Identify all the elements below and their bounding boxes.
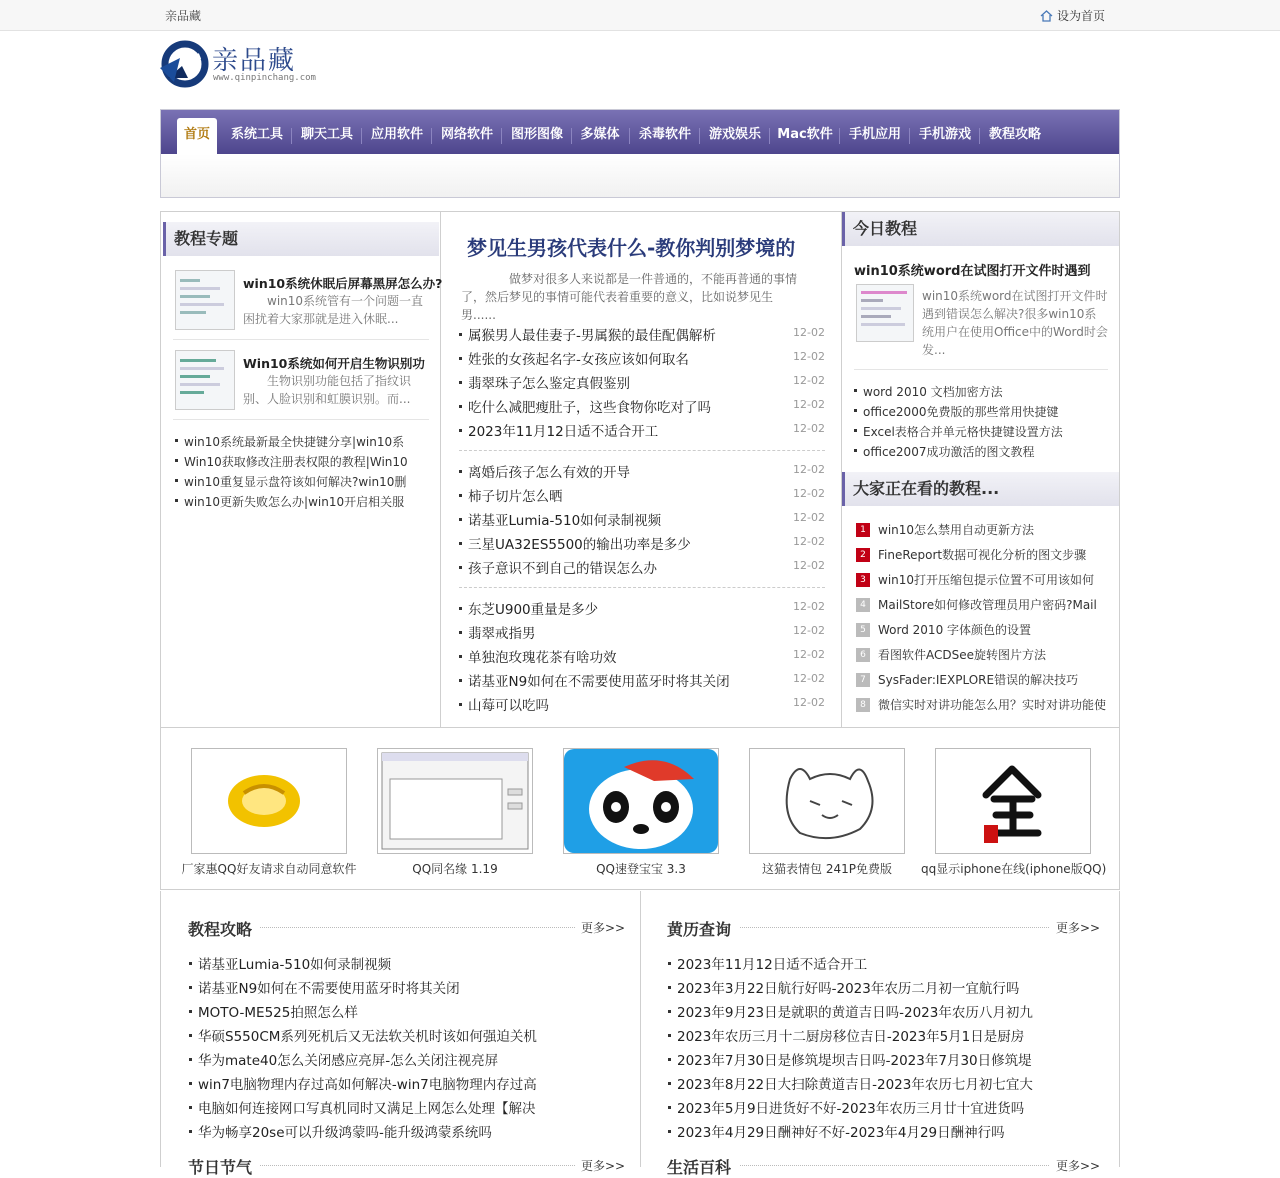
guide-item[interactable]: 电脑如何连接网口写真机同时又满足上网怎么处理【解决 xyxy=(189,1097,536,1117)
today-list-item[interactable]: word 2010 文档加密方法 xyxy=(854,383,1003,400)
feature-title-1[interactable]: win10系统休眠后屏幕黑屏怎么办? xyxy=(243,276,443,291)
hot-item[interactable]: 4 MailStore如何修改管理员用户密码?Mail xyxy=(856,596,1097,613)
top-bar xyxy=(0,0,1280,31)
festival-title: 节日节气 xyxy=(188,1155,260,1178)
left-list-item[interactable]: win10更新失败怎么办|win10开启相关服 xyxy=(175,493,404,510)
gallery-caption-4[interactable]: 这猫表情包 241P免费版 xyxy=(762,862,892,876)
nav-mobile-games[interactable]: 手机游戏 xyxy=(918,127,971,142)
nav-apps[interactable]: 应用软件 xyxy=(370,127,423,142)
feature-thumb-1[interactable] xyxy=(175,270,235,330)
news-item[interactable]: 离婚后孩子怎么有效的开导 12-02 xyxy=(459,461,825,481)
home-icon xyxy=(1040,10,1053,22)
almanac-more-link[interactable]: 更多>> xyxy=(1050,919,1100,936)
nav-games[interactable]: 游戏娱乐 xyxy=(708,127,761,142)
nav-antivirus[interactable]: 杀毒软件 xyxy=(638,127,691,142)
news-item[interactable]: 三星UA32ES5500的输出功率是多少 12-02 xyxy=(459,533,825,553)
news-item[interactable]: 属猴男人最佳妻子-男属猴的最佳配偶解析 12-02 xyxy=(459,324,825,344)
hot-item[interactable]: 2 FineReport数据可视化分析的图文步骤 xyxy=(856,546,1086,563)
gallery-image-5[interactable] xyxy=(935,748,1091,854)
almanac-item[interactable]: 2023年3月22日航行好吗-2023年农历二月初一宜航行吗 xyxy=(668,977,1019,997)
almanac-item[interactable]: 2023年5月9日进货好不好-2023年农历三月廿十宜进货吗 xyxy=(668,1097,1024,1117)
gallery-caption-2[interactable]: QQ同名缘 1.19 xyxy=(412,862,498,876)
gallery-image-1[interactable] xyxy=(191,748,347,854)
left-list-item[interactable]: Win10获取修改注册表权限的教程|Win10 xyxy=(175,453,408,470)
almanac-title: 黄历查询 xyxy=(667,917,739,940)
gallery-caption-3[interactable]: QQ速登宝宝 3.3 xyxy=(596,862,686,876)
life-wiki-title: 生活百科 xyxy=(667,1155,739,1178)
set-home-label: 设为首页 xyxy=(1057,9,1106,23)
main-content xyxy=(160,211,1120,728)
almanac-item[interactable]: 2023年7月30日是修筑堤坝吉日吗-2023年7月30日修筑堤 xyxy=(668,1049,1032,1069)
gallery-image-2[interactable] xyxy=(377,748,533,854)
news-item[interactable]: 翡翠珠子怎么鉴定真假鉴别 12-02 xyxy=(459,372,825,392)
sub-nav xyxy=(161,154,1119,197)
headline-title[interactable]: 梦见生男孩代表什么-教你判别梦境的 xyxy=(467,236,796,260)
gallery-image-3[interactable] xyxy=(563,748,719,854)
news-item[interactable]: 东芝U900重量是多少 12-02 xyxy=(459,598,825,618)
main-nav-wrap xyxy=(160,109,1120,198)
feature-desc-2: 生物识别功能包括了指纹识别、人脸识别和虹膜识别。而... xyxy=(243,374,412,406)
headline-desc: 做梦对很多人来说都是一件普通的，不能再普通的事情了，然后梦见的事情可能代表着重要的意义，比如说梦见生男...... xyxy=(461,272,798,322)
guide-item[interactable]: 华硕S550CM系列死机后又无法软关机时该如何强迫关机 xyxy=(189,1025,537,1045)
nav-multimedia[interactable]: 多媒体 xyxy=(580,127,620,142)
hot-item[interactable]: 6 看图软件ACDSee旋转图片方法 xyxy=(856,646,1046,663)
right-column xyxy=(841,212,1119,727)
news-item[interactable]: 柿子切片怎么晒 12-02 xyxy=(459,485,825,505)
hot-tutorials-title: 大家正在看的教程... xyxy=(842,472,1119,506)
news-item[interactable]: 翡翠戒指男 12-02 xyxy=(459,622,825,642)
today-list-item[interactable]: office2007成功激活的图文教程 xyxy=(854,443,1034,460)
left-list-item[interactable]: win10系统最新最全快捷键分享|win10系 xyxy=(175,433,404,450)
gallery-image-4[interactable] xyxy=(749,748,905,854)
almanac-item[interactable]: 2023年9月23日是就职的黄道吉日吗-2023年农历八月初九 xyxy=(668,1001,1033,1021)
nav-mobile-apps[interactable]: 手机应用 xyxy=(848,127,901,142)
almanac-item[interactable]: 2023年11月12日适不适合开工 xyxy=(668,953,867,973)
main-nav xyxy=(161,110,1119,154)
news-item[interactable]: 吃什么减肥瘦肚子，这些食物你吃对了吗 12-02 xyxy=(459,396,825,416)
news-item[interactable]: 诺基亚Lumia-510如何录制视频 12-02 xyxy=(459,509,825,529)
feature-thumb-2[interactable] xyxy=(175,350,235,410)
left-list-item[interactable]: win10重复显示盘符该如何解决?win10删 xyxy=(175,473,406,490)
today-feature-desc: win10系统word在试图打开文件时遇到错误怎么解决?很多win10系统用户在使用Office中的Word时会发... xyxy=(922,289,1108,357)
feature-desc-1: win10系统管有一个问题一直困扰着大家那就是进入休眠... xyxy=(243,294,424,326)
site-name[interactable]: 亲品藏 xyxy=(165,9,202,23)
almanac-item[interactable]: 2023年农历三月十二厨房移位吉日-2023年5月1日是厨房 xyxy=(668,1025,1024,1045)
hot-item[interactable]: 1 win10怎么禁用自动更新方法 xyxy=(856,521,1034,538)
software-gallery xyxy=(160,728,1120,890)
nav-chat-tools[interactable]: 聊天工具 xyxy=(300,127,353,142)
guide-item[interactable]: 诺基亚N9如何在不需要使用蓝牙时将其关闭 xyxy=(189,977,460,997)
almanac-item[interactable]: 2023年8月22日大扫除黄道吉日-2023年农历七月初七宜大 xyxy=(668,1073,1033,1093)
tutorial-guide-more-link[interactable]: 更多>> xyxy=(575,919,625,936)
hot-item[interactable]: 3 win10打开压缩包提示位置不可用该如何 xyxy=(856,571,1094,588)
nav-tutorials[interactable]: 教程攻略 xyxy=(988,127,1041,142)
today-tutorial-title: 今日教程 xyxy=(842,212,1119,246)
guide-item[interactable]: win7电脑物理内存过高如何解决-win7电脑物理内存过高 xyxy=(189,1073,537,1093)
news-item[interactable]: 山莓可以吃吗 12-02 xyxy=(459,694,825,714)
news-item[interactable]: 单独泡玫瑰花茶有啥功效 12-02 xyxy=(459,646,825,666)
hot-item[interactable]: 7 SysFader:IEXPLORE错误的解决技巧 xyxy=(856,671,1078,688)
logo-text: 亲品藏 xyxy=(212,46,297,76)
set-home-link[interactable] xyxy=(1040,7,1105,24)
nav-network[interactable]: 网络软件 xyxy=(440,127,493,142)
today-list-item[interactable]: office2000免费版的那些常用快捷键 xyxy=(854,403,1058,420)
logo-icon xyxy=(160,38,212,90)
gallery-caption-1[interactable]: 厂家惠QQ好友请求自动同意软件 xyxy=(181,862,357,876)
hot-item[interactable]: 8 微信实时对讲功能怎么用？实时对讲功能使 xyxy=(856,696,1106,713)
guide-item[interactable]: 华为畅享20se可以升级鸿蒙吗-能升级鸿蒙系统吗 xyxy=(189,1121,492,1141)
tutorial-topics-title: 教程专题 xyxy=(163,222,439,256)
today-feature-title[interactable]: win10系统word在试图打开文件时遇到 xyxy=(854,264,1091,279)
life-wiki-more-link[interactable]: 更多>> xyxy=(1050,1157,1100,1174)
nav-graphics[interactable]: 图形图像 xyxy=(510,127,563,142)
gallery-caption-5[interactable]: qq显示iphone在线(iphone版QQ) xyxy=(921,862,1107,876)
news-item[interactable]: 孩子意识不到自己的错误怎么办 12-02 xyxy=(459,557,825,577)
logo-url: www.qinpinchang.com xyxy=(213,73,316,83)
guide-item[interactable]: 诺基亚Lumia-510如何录制视频 xyxy=(189,953,391,973)
news-item[interactable]: 姓张的女孩起名字-女孩应该如何取名 12-02 xyxy=(459,348,825,368)
left-column xyxy=(161,212,441,727)
news-item[interactable]: 2023年11月12日适不适合开工 12-02 xyxy=(459,420,825,440)
festival-more-link[interactable]: 更多>> xyxy=(575,1157,625,1174)
feature-title-2[interactable]: Win10系统如何开启生物识别功 xyxy=(243,356,425,371)
today-list-item[interactable]: Excel表格合并单元格快捷键设置方法 xyxy=(854,423,1063,440)
bottom-sections xyxy=(160,891,1120,1177)
guide-item[interactable]: 华为mate40怎么关闭感应亮屏-怎么关闭注视亮屏 xyxy=(189,1049,498,1069)
nav-home[interactable]: 首页 xyxy=(177,118,217,154)
today-feature-thumb[interactable] xyxy=(856,284,914,342)
nav-system-tools[interactable]: 系统工具 xyxy=(230,127,283,142)
almanac-item[interactable]: 2023年4月29日酬神好不好-2023年4月29日酬神行吗 xyxy=(668,1121,1005,1141)
news-item[interactable]: 诺基亚N9如何在不需要使用蓝牙时将其关闭 12-02 xyxy=(459,670,825,690)
nav-mac[interactable]: Mac软件 xyxy=(777,127,833,142)
hot-item[interactable]: 5 Word 2010 字体颜色的设置 xyxy=(856,621,1031,638)
guide-item[interactable]: MOTO-ME525拍照怎么样 xyxy=(189,1001,358,1021)
tutorial-guide-title: 教程攻略 xyxy=(188,917,260,940)
